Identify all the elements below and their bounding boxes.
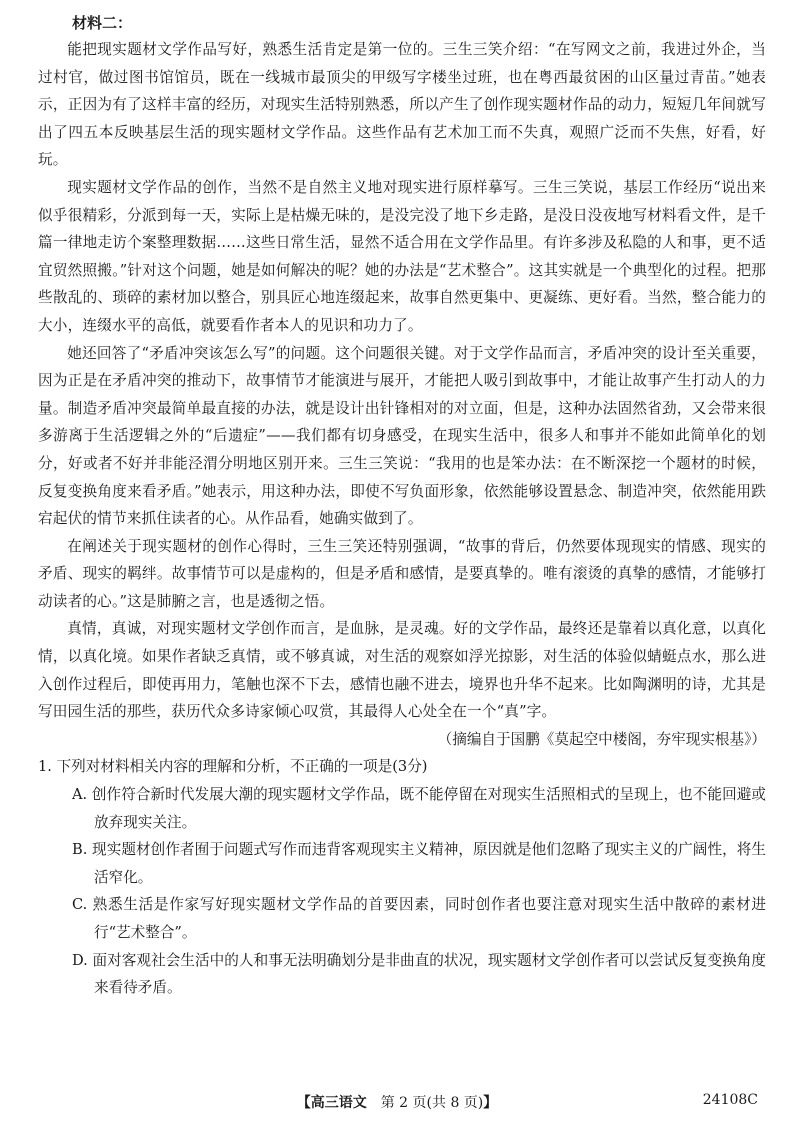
material-paragraph-4: 在阐述关于现实题材的创作心得时，三生三笑还特别强调，“故事的背后，仍然要体现现实的情感、现实的矛盾、现实的羁绊。故事情节可以是虚构的，但是矛盾和感情，是要真挚的。唯有滚烫的真挚的感情，才能够打动读者的心。”这是肺腑之言，也是透彻之悟。 [38,537,766,610]
footer-page-number: 第 2 页(共 8 页) [380,1095,484,1111]
material-source: （摘编自于国鹏《莫起空中楼阁，夯牢现实根基》） [437,730,766,748]
material-paragraph-1: 能把现实题材文学作品写好，熟悉生活肯定是第一位的。三生三笑介绍：“在写网文之前，我进过外企，当过村官，做过图书馆馆员，既在一线城市最顶尖的甲级写字楼坐过班，也在粤西最贫困的山区量过青苗。”她表示，正因为有了这样丰富的经历，对现实生活特别熟悉，所以产生了创作现实题材作品的动力，短短几年间就写出了四五本反映基层生活的现实题材文学作品。这些作品有艺术加工而不失真，观照广泛而不失焦，好看，好玩。 [38,41,766,169]
option-c [38,891,766,946]
footer-close: 】 [483,1095,498,1111]
option-a [38,781,766,836]
option-b [38,836,766,891]
page-footer [0,1092,794,1112]
option-d-text: D. 面对客观社会生活中的人和事无法明确划分是非曲直的状况，现实题材文学创作者可以尝试反复变换角度来看待矛盾。 [72,951,766,997]
option-d [38,947,766,1002]
material-paragraph-3: 她还回答了“矛盾冲突该怎么写”的问题。这个问题很关键。对于文学作品而言，矛盾冲突的设计至关重要，因为正是在矛盾冲突的推动下，故事情节才能演进与展开，才能把人吸引到故事中，才能让故事产生打动人的力量。制造矛盾冲突最简单最直接的办法，就是设计出针锋相对的对立面，但是，这种办法固然省劲，又会带来很多游离于生活逻辑之外的“后遗症”——我们都有切身感受，在现实生活中，很多人和事并不能如此简单化的划分，好或者不好并非能泾渭分明地区别开来。三生三笑说：“我用的也是笨办法：在不断深挖一个题材的时候，反复变换角度来看矛盾。”她表示，用这种办法，即使不写负面形象，依然能够设置悬念、制造冲突，依然能用跌宕起伏的情节来抓住读者的心。从作品看，她确实做到了。 [38,344,766,528]
material-paragraph-2: 现实题材文学作品的创作，当然不是自然主义地对现实进行原样摹写。三生三笑说，基层工作经历“说出来似乎很精彩，分派到每一天，实际上是枯燥无味的，是没完没了地下乡走路，是没日没夜地写材料看文件，是千篇一律地走访个案整理数据……这些日常生活，显然不适合用在文学作品里。有许多涉及私隐的人和事，更不适宜贸然照搬。”针对这个问题，她是如何解决的呢？她的办法是“艺术整合”。这其实就是一个典型化的过程。把那些散乱的、琐碎的素材加以整合，别具匠心地连缀起来，故事自然更集中、更凝练、更好看。当然，整合能力的大小，连缀水平的高低，就要看作者本人的见识和功力了。 [38,178,766,334]
option-a-text: A. 创作符合新时代发展大潮的现实题材文学作品，既不能停留在对现实生活照相式的呈现上，也不能回避或放弃现实关注。 [72,786,766,831]
footer-subject: 【高三语文 [296,1095,367,1111]
footer-exam-code: 24108C [702,1092,758,1108]
page-content [38,10,766,1002]
option-b-text: B. 现实题材创作者囿于问题式写作而违背客观现实主义精神，原因就是他们忽略了现实主义的广阔性，将生活窄化。 [72,841,766,886]
option-c-text: C. 熟悉生活是作家写好现实题材文学作品的首要因素，同时创作者也要注意对现实生活中散碎的素材进行“艺术整合”。 [72,896,766,941]
material-paragraph-5: 真情，真诚，对现实题材文学创作而言，是血脉，是灵魂。好的文学作品，最终还是靠着以真化意，以真化情，以真化境。如果作者缺乏真情，或不够真诚，对生活的观察如浮光掠影，对生活的体验似蜻蜓点水，那么进入创作过程后，即使再用力，笔触也深不下去，感情也融不进去，境界也升华不起来。比如陶渊明的诗，尤其是写田园生活的那些，获历代众多诗家倾心叹赏，其最得人心处全在一个“真”字。 [38,620,766,721]
question-stem: 1. 下列对材料相关内容的理解和分析，不正确的一项是(3分) [38,758,428,776]
material-title: 材料二： [72,14,133,32]
footer-page-info [0,1092,794,1112]
